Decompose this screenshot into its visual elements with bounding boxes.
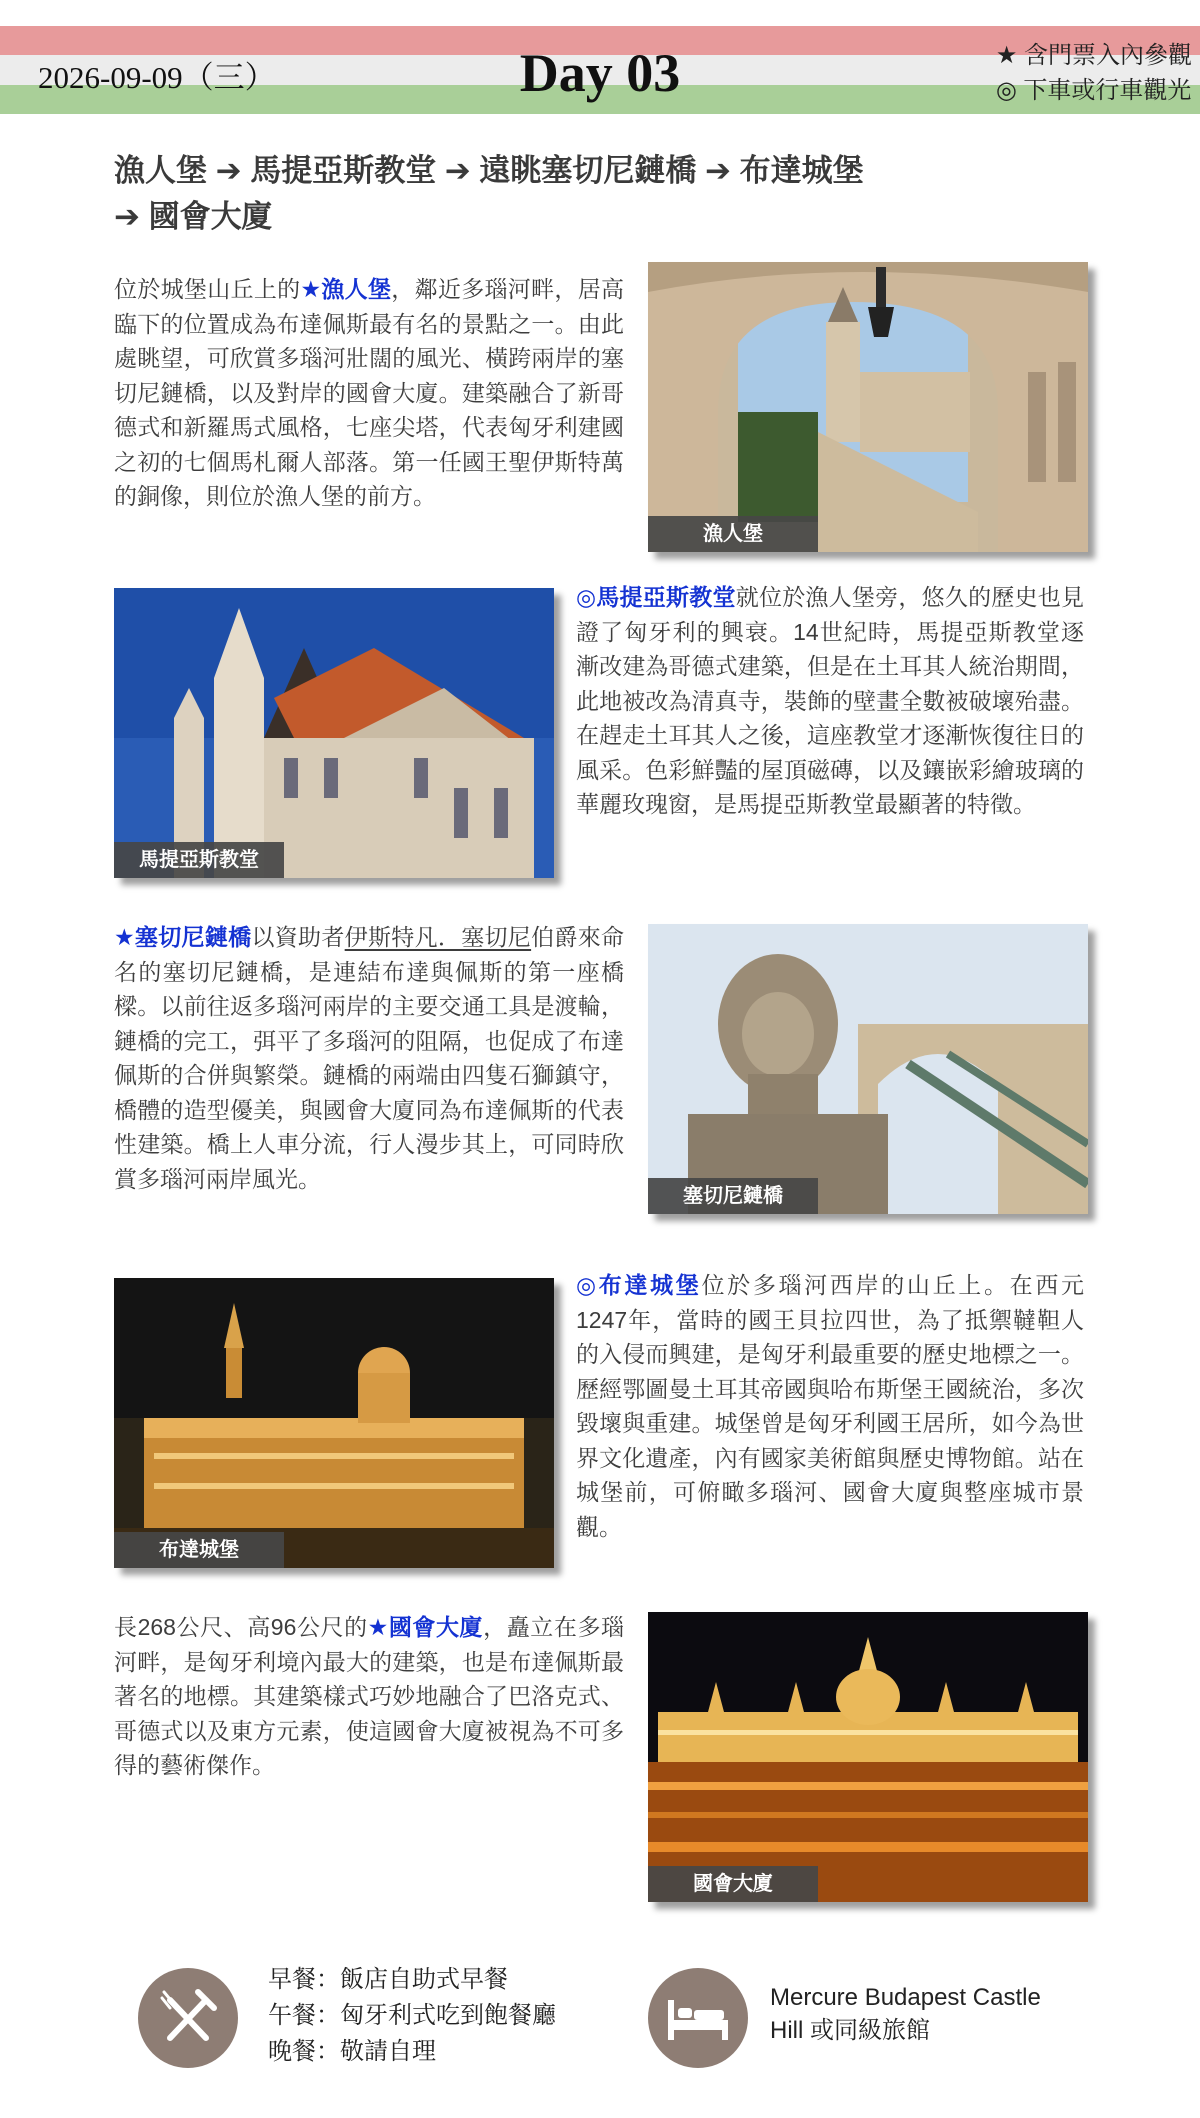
hotel-alt: Hill 或同級旅館 — [770, 2017, 930, 2044]
founder-name: 伊斯特凡．塞切尼 — [344, 924, 532, 950]
fishermans-bastion-text: 位於城堡山丘上的★漁人堡，鄰近多瑙河畔，居高臨下的位置成為布達佩斯最有名的景點之一。由此處眺望，可欣賞多瑙河壯闊的風光、橫跨兩岸的塞切尼鏈橋，以及對岸的國會大廈。建築融合了新哥德式和新羅馬式風格，七座尖塔，代表匈牙利建國之初的七個馬札爾人部落。第一任國王聖伊斯特萬的銅像，則位於漁人堡的前方。 — [114, 276, 625, 509]
route-title — [114, 148, 974, 240]
buda-castle-photo — [114, 1278, 554, 1568]
attraction-name: ◎布達城堡 — [576, 1272, 702, 1298]
photo-caption: 國會大廈 — [648, 1866, 818, 1902]
buda-castle-text: ◎布達城堡位於多瑙河西岸的山丘上。在西元1247年，當時的國王貝拉四世，為了抵禦韃靼人的入侵而興建，是匈牙利最重要的歷史地標之一。歷經鄂圖曼土耳其帝國與哈布斯堡王國統治，多次毀壞與重建。城堡曾是匈牙利國王居所，如今為世界文化遺產，內有國家美術館與歷史博物館。站在城堡前，可俯瞰多瑙河、國會大廈與整座城市景觀。 — [576, 1272, 1085, 1540]
fork-knife-icon — [138, 1968, 238, 2068]
attraction-name: ★漁人堡 — [300, 276, 392, 302]
parliament-text: 長268公尺、高96公尺的★國會大廈，矗立在多瑙河畔，是匈牙利境內最大的建築，也是布達佩斯最著名的地標。其建築樣式巧妙地融合了巴洛克式、哥德式以及東方元素，使這國會大廈被視為不可多得的藝術傑作。 — [114, 1614, 625, 1778]
legend-drive-by: ◎ 下車或行車觀光 — [995, 77, 1192, 104]
chain-bridge-photo — [648, 924, 1088, 1214]
photo-caption: 馬提亞斯教堂 — [114, 842, 284, 878]
hotel-name: Mercure Budapest Castle — [770, 1984, 1041, 2011]
trip-date: 2026-09-09（三） — [38, 60, 276, 95]
meal-lunch: 午餐：匈牙利式吃到飽餐廳 — [268, 2002, 556, 2029]
attraction-name: ★國會大廈 — [367, 1614, 484, 1640]
meal-breakfast: 早餐：飯店自助式早餐 — [268, 1966, 508, 1993]
chain-bridge-text: ★塞切尼鏈橋以資助者伊斯特凡．塞切尼伯爵來命名的塞切尼鏈橋，是連結布達與佩斯的第一座橋樑。以前往返多瑙河兩岸的主要交通工具是渡輪，鏈橋的完工，弭平了多瑙河的阻隔，也促成了布達佩斯的合併與繁榮。鏈橋的兩端由四隻石獅鎮守，橋體的造型優美，與國會大廈同為布達佩斯的代表性建築。橋上人車分流，行人漫步其上，可同時欣賞多瑙河兩岸風光。 — [114, 924, 625, 1192]
fishermans-bastion-photo — [648, 262, 1088, 552]
photo-caption: 塞切尼鏈橋 — [648, 1178, 818, 1214]
photo-caption: 漁人堡 — [648, 516, 818, 552]
legend — [996, 38, 1192, 108]
meal-dinner: 晚餐：敬請自理 — [268, 2038, 436, 2065]
photo-caption: 布達城堡 — [114, 1532, 284, 1568]
route-line-1: 漁人堡 ➔ 馬提亞斯教堂 ➔ 遠眺塞切尼鏈橋 ➔ 布達城堡 — [114, 153, 864, 188]
hotel-info — [770, 1981, 1041, 2047]
attraction-name: ◎馬提亞斯教堂 — [576, 584, 736, 610]
legend-ticket: ★ 含門票入內參觀 — [995, 42, 1192, 69]
route-line-2: ➔ 國會大廈 — [114, 199, 273, 234]
parliament-photo — [648, 1612, 1088, 1902]
day-title: Day 03 — [519, 43, 681, 103]
meals-list — [268, 1962, 556, 2070]
matthias-church-text: ◎馬提亞斯教堂就位於漁人堡旁，悠久的歷史也見證了匈牙利的興衰。14世紀時，馬提亞斯教堂逐漸改建為哥德式建築，但是在土耳其人統治期間，此地被改為清真寺，裝飾的壁畫全數被破壞殆盡。在趕走土耳其人之後，這座教堂才逐漸恢復往日的風采。色彩鮮豔的屋頂磁磚，以及鑲嵌彩繪玻璃的華麗玫瑰窗，是馬提亞斯教堂最顯著的特徵。 — [576, 584, 1084, 817]
matthias-church-photo — [114, 588, 554, 878]
attraction-name: ★塞切尼鏈橋 — [114, 924, 252, 950]
bed-icon — [648, 1968, 748, 2068]
